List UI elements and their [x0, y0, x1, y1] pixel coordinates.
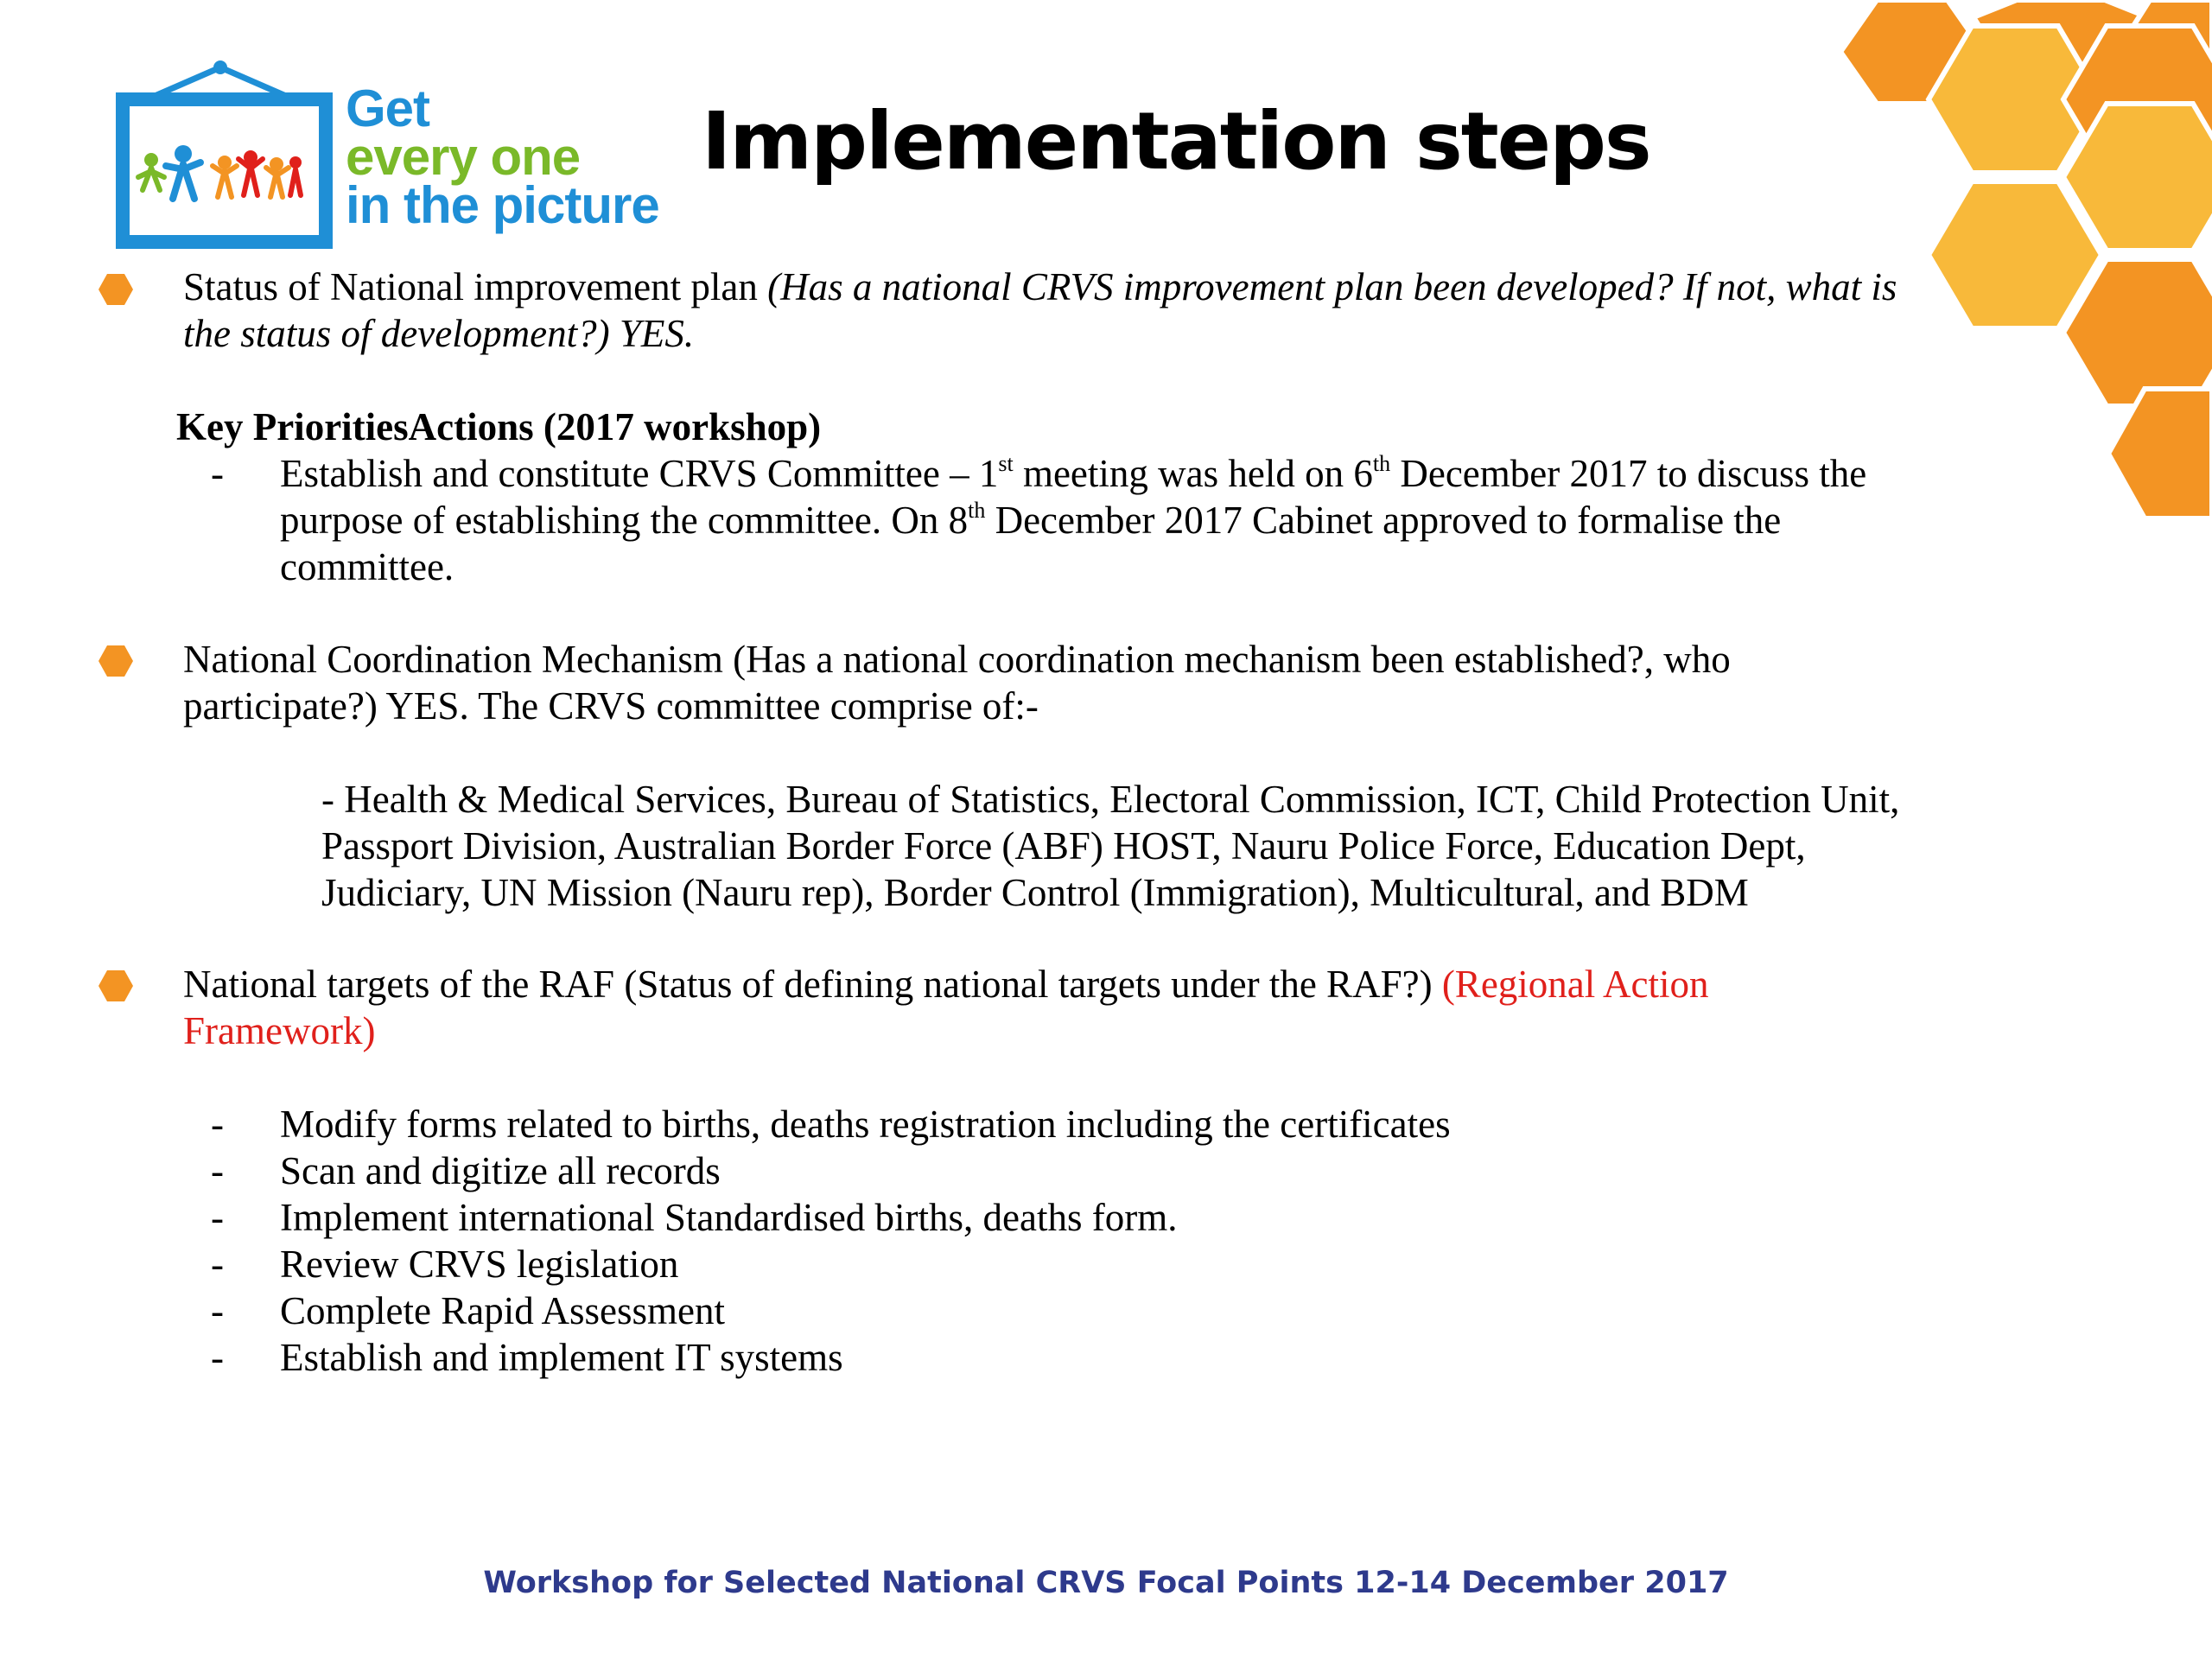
page-title: Implementation steps	[702, 95, 1650, 188]
list-item: Implement international Standardised births, deaths form.	[280, 1196, 1178, 1239]
section-2-line-1: National Coordination Mechanism (Has a national coordination mechanism been established?, who	[183, 638, 1731, 681]
section-3-line-2: Framework)	[183, 1009, 376, 1052]
list-dash: -	[211, 452, 224, 495]
hexagon-bullet-icon	[99, 969, 133, 1003]
members-line-3: Judiciary, UN Mission (Nauru rep), Border Control (Immigration), Multicultural, and BDM	[321, 871, 1749, 914]
section-1-item-line-3: committee.	[280, 545, 454, 588]
logo-text	[346, 79, 659, 234]
section-1-line-1	[183, 264, 1897, 310]
list-item: Complete Rapid Assessment	[280, 1289, 725, 1332]
list-dash: -	[211, 1103, 224, 1146]
list-dash: -	[211, 1336, 224, 1379]
list-item: Review CRVS legislation	[280, 1243, 679, 1286]
members-line-2: Passport Division, Australian Border Force (ABF) HOST, Nauru Police Force, Education Dept,	[321, 824, 1806, 868]
text-run: December 2017 Cabinet approved to formalise the	[985, 499, 1782, 542]
section-2-line-2: participate?) YES. The CRVS committee comprise of:-	[183, 684, 1039, 728]
hexagon-bullet-icon	[99, 272, 133, 307]
text-run: December 2017 to discuss the	[1390, 452, 1867, 495]
logo-line-1: Get	[346, 79, 430, 137]
list-item: Modify forms related to births, deaths registration including the certificates	[280, 1103, 1451, 1146]
superscript: th	[968, 498, 986, 523]
section-1-item-line-1	[280, 450, 1866, 497]
picture-frame-icon	[112, 60, 346, 251]
section-1-question: (Has a national CRVS improvement plan been developed? If not, what is	[767, 265, 1897, 308]
logo-line-3: in the picture	[346, 176, 659, 234]
superscript: th	[1372, 451, 1391, 476]
members-line-1: - Health & Medical Services, Bureau of Statistics, Electoral Commission, ICT, Child Protection Unit,	[321, 778, 1900, 821]
section-1-item-line-2	[280, 497, 1781, 543]
list-dash: -	[211, 1149, 224, 1192]
list-dash: -	[211, 1289, 224, 1332]
section-3-line-1	[183, 961, 1709, 1007]
footer: Workshop for Selected National CRVS Focal Points 12-14 December 2017	[483, 1566, 1729, 1600]
list-dash: -	[211, 1243, 224, 1286]
text-run: Establish and constitute CRVS Committee – 1	[280, 452, 999, 495]
text-run: purpose of establishing the committee. On 8	[280, 499, 969, 542]
red-text-run: (Regional Action	[1441, 963, 1709, 1006]
superscript: st	[998, 451, 1014, 476]
section-1-heading: Key PrioritiesActions (2017 workshop)	[176, 405, 822, 448]
list-item: Establish and implement IT systems	[280, 1336, 843, 1379]
hexagon-bullet-icon	[99, 644, 133, 678]
section-1-lead: Status of National improvement plan	[183, 265, 768, 308]
hex-cell	[1929, 181, 2101, 328]
list-item: Scan and digitize all records	[280, 1149, 721, 1192]
section-1-line-2: the status of development?) YES.	[183, 312, 695, 355]
text-run: meeting was held on 6	[1013, 452, 1373, 495]
logo	[112, 60, 683, 251]
logo-line-2: every one	[346, 128, 581, 186]
text-run: National targets of the RAF (Status of defining national targets under the RAF?)	[183, 963, 1442, 1006]
list-dash: -	[211, 1196, 224, 1239]
